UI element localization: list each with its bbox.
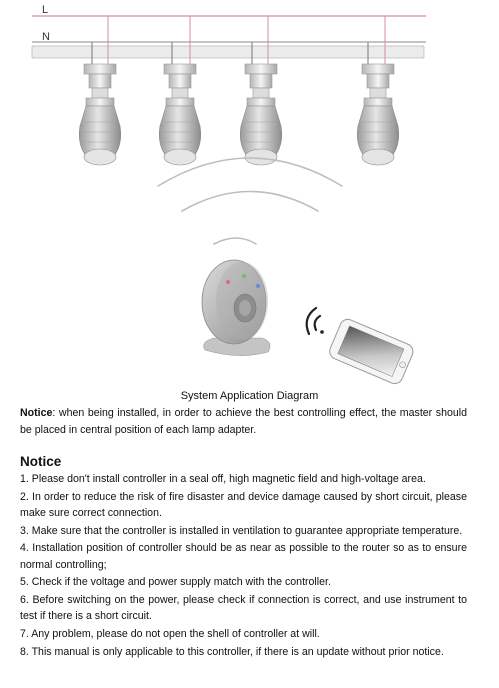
signal-arcs <box>158 158 342 244</box>
notice-item: 6. Before switching on the power, please check if connection is correct, and use instrument to test if there is a short circuit. <box>20 593 467 623</box>
lamp-1 <box>79 64 121 165</box>
lamp-3 <box>240 64 282 165</box>
notice-list <box>20 471 467 661</box>
controller-device <box>202 260 270 356</box>
notice-intro-text: : when being installed, in order to achieve the best controlling effect, the master should be placed in central position of each lamp adapter. <box>20 407 467 436</box>
notice-item: 7. Any problem, please do not open the shell of controller at will. <box>20 628 320 641</box>
smartphone <box>327 317 415 385</box>
lamp-2 <box>159 64 201 165</box>
notice-item: 2. In order to reduce the risk of fire disaster and device damage caused by short circuit, please make sure correct connection. <box>20 490 467 520</box>
notice-item: 3. Make sure that the controller is installed in ventilation to guarantee appropriate temperature. <box>20 524 463 537</box>
notice-heading: Notice <box>20 454 62 469</box>
neutral-label: N <box>42 31 50 43</box>
notice-item: 5. Check if the voltage and power supply match with the controller. <box>20 576 331 589</box>
diagram-caption: System Application Diagram <box>180 390 319 402</box>
lamp-4 <box>357 64 399 165</box>
notice-intro <box>20 405 467 439</box>
line-label: L <box>42 4 49 16</box>
notice-item: 1. Please don't install controller in a seal off, high magnetic field and high-voltage area. <box>20 473 426 485</box>
phone-signal-icon <box>307 308 324 334</box>
notice-item: 8. This manual is only applicable to this controller, if there is an update without prior notice. <box>20 645 444 658</box>
notice-intro-label: Notice <box>20 407 53 419</box>
notice-item: 4. Installation position of controller should be as near as possible to the router so as to ensure normal controlling; <box>20 542 467 571</box>
